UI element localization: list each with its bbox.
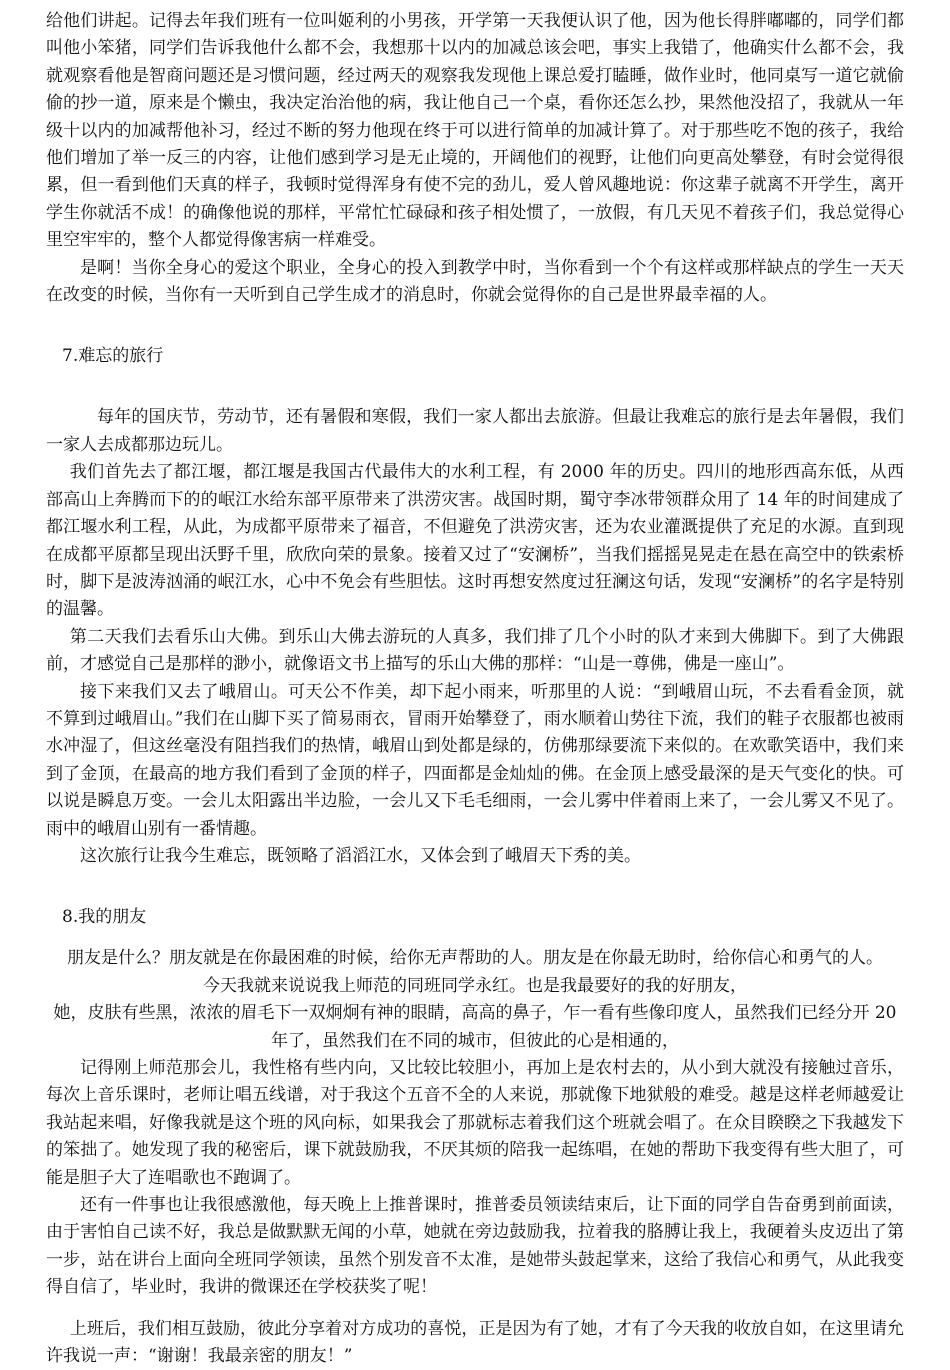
section7-paragraph-5: 这次旅行让我今生难忘，既领略了滔滔江水，又体会到了峨眉天下秀的美。 bbox=[80, 845, 641, 866]
spacer bbox=[46, 931, 904, 945]
section8-paragraph-2: 今天我就来说说我上师范的同班同学永红。也是我最要好的我的好朋友， bbox=[203, 975, 747, 996]
section8-heading: 8.我的朋友 bbox=[62, 907, 147, 928]
section8-paragraph-6: 上班后，我们相互鼓励，彼此分享着对方成功的喜悦，正是因为有了她，才有了今天我的收放自如，在这里请允许我说一声：“谢谢！我最亲密的朋友！” bbox=[46, 1318, 904, 1367]
spacer bbox=[46, 309, 904, 343]
section6-paragraph-closing: 是啊！当你全身心的爱这个职业，全身心的投入到教学中时，当你看到一个个有这样或那样缺点的学生一天天在改变的时候，当你有一天听到自己学生成才的消息时，你就会觉得你的自己是世界最幸福的人。 bbox=[46, 257, 904, 306]
document-page bbox=[46, 8, 904, 1370]
spacer bbox=[46, 1302, 904, 1316]
spacer bbox=[46, 370, 904, 404]
spacer bbox=[46, 870, 904, 904]
section7-paragraph-3: 第二天我们去看乐山大佛。到乐山大佛去游玩的人真多，我们排了几个小时的队才来到大佛脚下。到了大佛跟前，才感觉自己是那样的渺小，就像语文书上描写的乐山大佛的那样：“山是一尊佛，佛是一座山”。 bbox=[46, 626, 904, 675]
section7-paragraph-2: 我们首先去了都江堰，都江堰是我国古代最伟大的水利工程，有 2000 年的历史。四川的地形西高东低，从西部高山上奔腾而下的的岷江水给东部平原带来了洪涝灾害。战国时期，蜀守李冰带领群众用了 14 年的时间建成了都江堰水利工程，从此，为成都平原带来了福音，不但避免了洪涝灾害，还为农业灌溉提供了充足的水源。直到现在成都平原都呈现出沃野千里，欣欣向荣的景象。接着又过了“安澜桥”，当我们摇摇晃晃走在悬在高空中的铁索桥时，脚下是波涛汹涌的岷江水，心中不免会有些胆怯。这时再想安然度过狂澜这句话，发现“安澜桥”的名字是特别的温馨。 bbox=[46, 462, 904, 620]
section8-paragraph-1: 朋友是什么？朋友就是在你最困难的时候，给你无声帮助的人。朋友是在你最无助时，给你信心和勇气的人。 bbox=[67, 948, 883, 969]
section7-paragraph-4: 接下来我们又去了峨眉山。可天公不作美，却下起小雨来，听那里的人说：“到峨眉山玩，不去看看金顶，就不算到过峨眉山。”我们在山脚下买了简易雨衣，冒雨开始攀登了，雨水顺着山势往下流，我们的鞋子衣服都也被雨水冲湿了，但这丝毫没有阻挡我们的热情，峨眉山到处都是绿的，仿佛那绿要流下来似的。在欢歌笑语中，我们来到了金顶，在最高的地方我们看到了金顶的样子，四面都是金灿灿的佛。在金顶上感受最深的是天气变化的快。可以说是瞬息万变。一会儿太阳露出半边脸，一会儿又下毛毛细雨，一会儿雾中伴着雨上来了，一会儿雾又不见了。雨中的峨眉山别有一番情趣。 bbox=[46, 681, 904, 839]
section8-paragraph-4: 记得刚上师范那会儿，我性格有些内向，又比较比较胆小，再加上是农村去的，从小到大就没有接触过音乐，每次上音乐课时，老师让唱五线谱，对于我这个五音不全的人来说，那就像下地狱般的难受。越是这样老师越爱让我站起来唱，好像我就是这个班的风向标，如果我会了那就标志着我们这个班就会唱了。在众目睽睽之下我越发下的笨拙了。她发现了我的秘密后，课下就鼓励我，不厌其烦的陪我一起练唱，在她的帮助下我变得有些大胆了，可能是胆子大了连唱歌也不跑调了。 bbox=[46, 1058, 904, 1188]
section7-heading: 7.难忘的旅行 bbox=[62, 346, 164, 367]
section6-paragraph-continued: 给他们讲起。记得去年我们班有一位叫姬利的小男孩，开学第一天我便认识了他，因为他长得胖嘟嘟的，同学们都叫他小笨猪，同学们告诉我他什么都不会，我想那十以内的加减总该会吧，事实上我错了，他确实什么都不会，我就观察看他是智商问题还是习惯问题，经过两天的观察我发现他上课总爱打瞌睡，做作业时，他同桌写一道它就偷偷的抄一道，原来是个懒虫，我决定治治他的病，我让他自己一个桌，看你还怎么抄，果然他没招了，我就从一年级十以内的加减帮他补习，经过不断的努力他现在终于可以进行简单的加减计算了。对于那些吃不饱的孩子，我给他们增加了举一反三的内容，让他们感到学习是无止境的，开阔他们的视野，让他们向更高处攀登，有时会觉得很累，但一看到他们天真的样子，我顿时觉得浑身有使不完的劲儿，爱人曾风趣地说：你这辈子就离不开学生，离开学生你就活不成！的确像他说的那样，平常忙忙碌碌和孩子相处惯了，一放假，有几天见不着孩子们，我总觉得心里空牢牢的，整个人都觉得像害病一样难受。 bbox=[46, 11, 904, 251]
section8-paragraph-3: 她，皮肤有些黑，浓浓的眉毛下一双炯炯有神的眼睛，高高的鼻子，乍一看有些像印度人，虽然我们已经分开 20 年了，虽然我们在不同的城市，但彼此的心是相通的， bbox=[53, 1003, 897, 1051]
section7-paragraph-1: 每年的国庆节，劳动节，还有暑假和寒假，我们一家人都出去旅游。但最让我难忘的旅行是去年暑假，我们一家人去成都那边玩儿。 bbox=[46, 407, 904, 455]
section8-paragraph-5: 还有一件事也让我很感激他，每天晚上上推普课时，推普委员领读结束后，让下面的同学自告奋勇到前面读，由于害怕自己读不好，我总是做默默无闻的小草，她就在旁边鼓励我，拉着我的胳膊让我上，我硬着头皮迈出了第一步，站在讲台上面向全班同学领读，虽然个别发音不太准，是她带头鼓起掌来，这给了我信心和勇气，从此我变得自信了，毕业时，我讲的微课还在学校获奖了呢！ bbox=[46, 1195, 904, 1298]
